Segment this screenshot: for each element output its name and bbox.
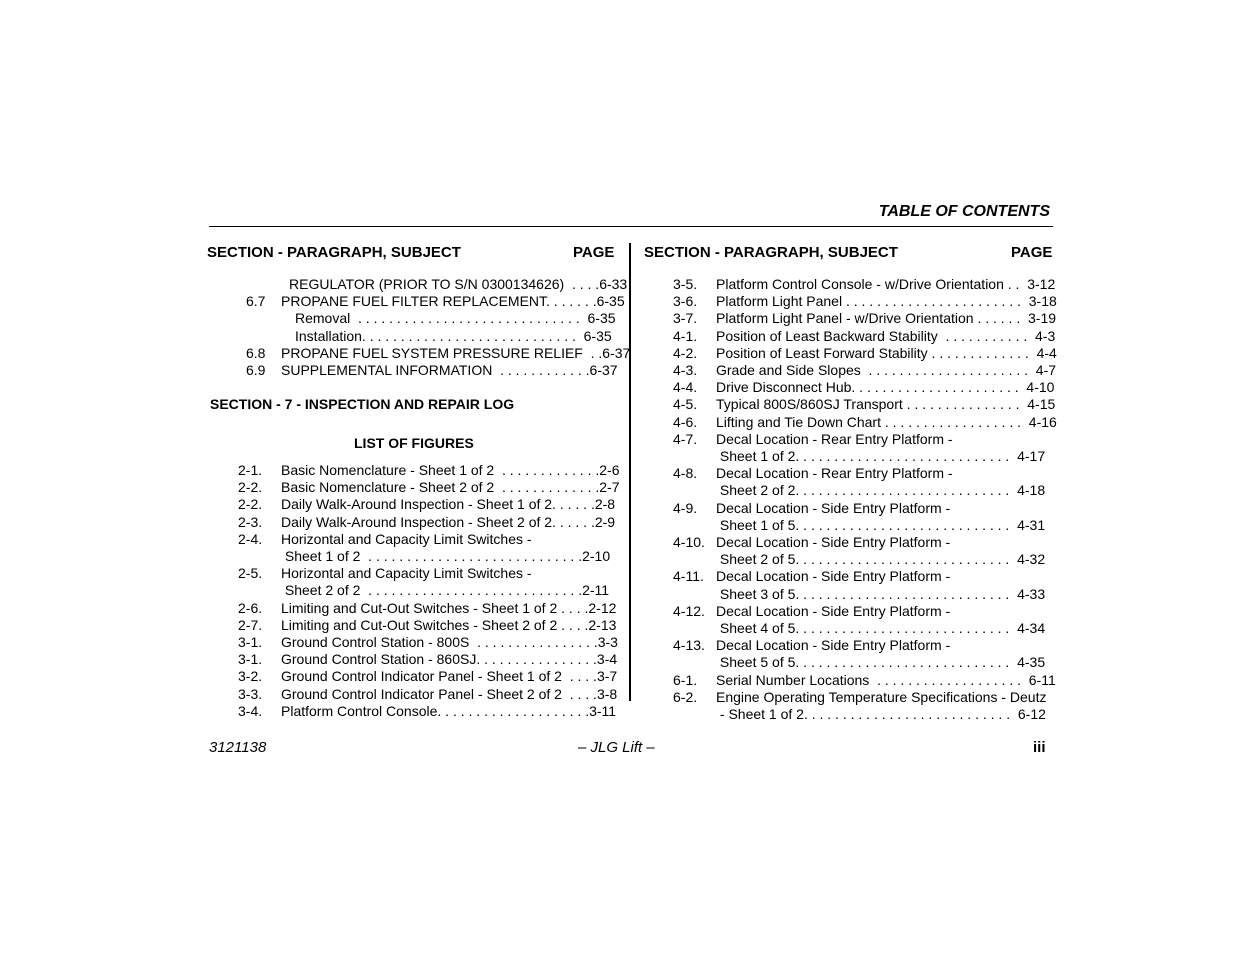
header-rule — [209, 226, 1053, 227]
entry-number: 6-2. — [673, 688, 698, 705]
entry-text: Engine Operating Temperature Specifications - Deutz — [716, 688, 1047, 705]
entry-text: Sheet 2 of 2 . . . . . . . . . . . . . . . . . . . . . . . . . . . .2-11 — [281, 582, 610, 599]
footer-center: – JLG Lift – — [578, 739, 655, 756]
entry-text: Sheet 1 of 5. . . . . . . . . . . . . . . . . . . . . . . . . . . . 4-31 — [716, 516, 1046, 533]
entry-text: Serial Number Locations . . . . . . . . . . . . . . . . . . . 6-11 — [716, 671, 1056, 688]
entry-text: Decal Location - Side Entry Platform - — [716, 637, 951, 654]
entry-number: 2-4. — [238, 530, 263, 547]
entry-number: 6.7 — [246, 293, 266, 310]
entry-number: 3-6. — [673, 293, 698, 310]
entry-text: Sheet 1 of 2. . . . . . . . . . . . . . . . . . . . . . . . . . . . 4-17 — [716, 448, 1046, 464]
entry-text: Typical 800S/860SJ Transport . . . . . . . . . . . . . . . 4-15 — [716, 396, 1056, 413]
entry-number: 4-8. — [673, 465, 698, 482]
entry-text: Sheet 2 of 5. . . . . . . . . . . . . . . . . . . . . . . . . . . . 4-32 — [716, 551, 1046, 568]
entry-text: Daily Walk-Around Inspection - Sheet 2 of 2. . . . . .2-9 — [281, 513, 616, 530]
entry-text: Drive Disconnect Hub. . . . . . . . . . . . . . . . . . . . . . 4-10 — [716, 379, 1055, 396]
section-7-heading: SECTION - 7 - INSPECTION AND REPAIR LOG — [210, 396, 515, 412]
entry-text: Decal Location - Rear Entry Platform - — [716, 430, 953, 447]
entry-text: Decal Location - Rear Entry Platform - — [716, 465, 953, 482]
entry-text: Basic Nomenclature - Sheet 2 of 2 . . . . . . . . . . . . .2-7 — [281, 479, 620, 496]
entry-text: Platform Light Panel - w/Drive Orientation . . . . . . 3-19 — [716, 310, 1057, 327]
entry-number: 6.9 — [246, 362, 266, 378]
entry-number: 2-7. — [238, 616, 263, 633]
entry-text: PROPANE FUEL SYSTEM PRESSURE RELIEF . .6-37 — [281, 344, 631, 361]
entry-number: 4-12. — [673, 602, 705, 619]
entry-number: 3-2. — [238, 668, 263, 685]
entry-number: 2-1. — [238, 462, 263, 478]
entry-text: PROPANE FUEL FILTER REPLACEMENT. . . . . . .6-35 — [281, 293, 625, 310]
entry-text: Horizontal and Capacity Limit Switches - — [281, 565, 532, 582]
entry-text: Limiting and Cut-Out Switches - Sheet 2 of 2 . . . .2-13 — [281, 616, 617, 633]
entry-number: 4-5. — [673, 396, 698, 413]
list-of-figures-title: LIST OF FIGURES — [354, 435, 474, 451]
entry-text: Basic Nomenclature - Sheet 1 of 2 . . . . . . . . . . . . .2-6 — [281, 462, 620, 478]
entry-text: Daily Walk-Around Inspection - Sheet 1 of 2. . . . . .2-8 — [281, 496, 616, 513]
entry-number: 3-3. — [238, 685, 263, 702]
entry-number: 2-6. — [238, 599, 263, 616]
entry-number: 3-1. — [238, 651, 263, 668]
entry-text: Decal Location - Side Entry Platform - — [716, 568, 951, 585]
entry-text: Ground Control Station - 800S . . . . . . . . . . . . . . . .3-3 — [281, 634, 618, 650]
entry-text: Sheet 2 of 2. . . . . . . . . . . . . . . . . . . . . . . . . . . . 4-18 — [716, 482, 1046, 499]
entry-text: Platform Light Panel . . . . . . . . . . . . . . . . . . . . . . . 3-18 — [716, 293, 1057, 310]
entry-number: 4-9. — [673, 499, 698, 516]
right-column-heading-subject: SECTION - PARAGRAPH, SUBJECT — [644, 244, 898, 261]
entry-text: REGULATOR (PRIOR TO S/N 0300134626) . . . .6-33 — [289, 276, 628, 292]
entry-number: 4-2. — [673, 344, 698, 361]
entry-text: - Sheet 1 of 2. . . . . . . . . . . . . . . . . . . . . . . . . . . 6-12 — [716, 706, 1046, 722]
right-column-heading-page: PAGE — [1011, 244, 1053, 261]
header-title: TABLE OF CONTENTS — [878, 203, 1050, 220]
entry-text: Ground Control Indicator Panel - Sheet 1 of 2 . . . .3-7 — [281, 668, 618, 685]
entry-text: Ground Control Indicator Panel - Sheet 2 of 2 . . . .3-8 — [281, 685, 618, 702]
entry-number: 2-3. — [238, 513, 263, 530]
entry-text: Limiting and Cut-Out Switches - Sheet 1 of 2 . . . .2-12 — [281, 599, 617, 616]
entry-text: Decal Location - Side Entry Platform - — [716, 534, 951, 550]
entry-number: 2-5. — [238, 565, 263, 582]
entry-text: Ground Control Station - 860SJ. . . . . . . . . . . . . . . .3-4 — [281, 651, 618, 668]
entry-text: Sheet 4 of 5. . . . . . . . . . . . . . . . . . . . . . . . . . . . 4-34 — [716, 620, 1046, 636]
entry-text: Grade and Side Slopes . . . . . . . . . . . . . . . . . . . . . 4-7 — [716, 362, 1057, 378]
entry-text: Position of Least Forward Stability . . . . . . . . . . . . . 4-4 — [716, 344, 1057, 361]
entry-text: Position of Least Backward Stability . . . . . . . . . . . 4-3 — [716, 327, 1056, 344]
entry-number: 3-5. — [673, 276, 698, 292]
entry-number: 4-7. — [673, 430, 698, 447]
entry-text: Platform Control Console. . . . . . . . . . . . . . . . . . . .3-11 — [281, 702, 617, 719]
entry-number: 4-10. — [673, 534, 705, 550]
entry-text: Platform Control Console - w/Drive Orientation . . 3-12 — [716, 276, 1056, 292]
entry-text: SUPPLEMENTAL INFORMATION . . . . . . . . . . . .6-37 — [281, 362, 618, 378]
entry-number: 6.8 — [246, 344, 266, 361]
entry-number: 4-1. — [673, 327, 698, 344]
entry-number: 2-2. — [238, 496, 263, 513]
entry-number: 3-7. — [673, 310, 698, 327]
entry-text: Sheet 1 of 2 . . . . . . . . . . . . . . . . . . . . . . . . . . . .2-10 — [281, 548, 611, 564]
entry-text: Decal Location - Side Entry Platform - — [716, 499, 951, 516]
footer-page-number: iii — [1033, 739, 1046, 756]
entry-number: 2-2. — [238, 479, 263, 496]
entry-text: Sheet 3 of 5. . . . . . . . . . . . . . . . . . . . . . . . . . . . 4-33 — [716, 585, 1046, 602]
entry-number: 4-13. — [673, 637, 705, 654]
entry-text: Removal . . . . . . . . . . . . . . . . . . . . . . . . . . . . . 6-35 — [295, 310, 616, 327]
entry-text: Decal Location - Side Entry Platform - — [716, 602, 951, 619]
entry-text: Horizontal and Capacity Limit Switches - — [281, 530, 532, 547]
entry-text: Installation. . . . . . . . . . . . . . . . . . . . . . . . . . . . 6-35 — [295, 327, 612, 344]
entry-number: 4-4. — [673, 379, 698, 396]
left-column-heading-subject: SECTION - PARAGRAPH, SUBJECT — [207, 244, 461, 261]
column-divider — [629, 243, 631, 701]
footer-doc-number: 3121138 — [209, 739, 267, 756]
entry-number: 4-3. — [673, 362, 698, 378]
entry-number: 3-4. — [238, 702, 263, 719]
entry-number: 6-1. — [673, 671, 698, 688]
entry-text: Lifting and Tie Down Chart . . . . . . . . . . . . . . . . . . 4-16 — [716, 413, 1057, 430]
entry-text: Sheet 5 of 5. . . . . . . . . . . . . . . . . . . . . . . . . . . . 4-35 — [716, 654, 1046, 671]
entry-number: 4-6. — [673, 413, 698, 430]
entry-number: 3-1. — [238, 634, 263, 650]
entry-number: 4-11. — [673, 568, 704, 585]
left-column-heading-page: PAGE — [573, 244, 615, 261]
